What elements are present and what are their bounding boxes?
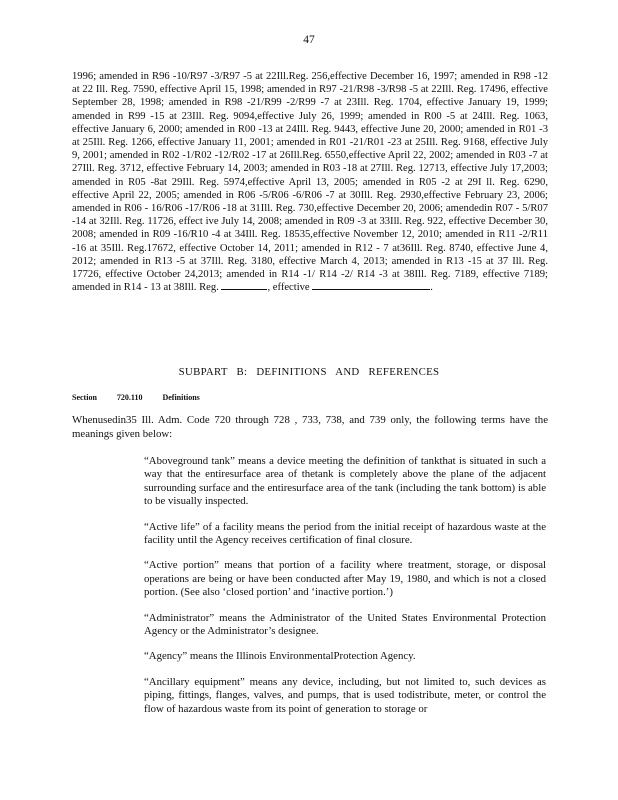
blank-line xyxy=(221,289,267,290)
section-number: 720.110 xyxy=(116,393,143,402)
definition-administrator: “Administrator” means the Administrator of the United States Environmental Protection Agency or the Administrator’s designee. xyxy=(144,611,546,638)
history-text: 1996; amended in R96 -10/R97 -3/R97 -5 at 22Ill.Reg. 256,effective December 16, 1997; amended in R98 -12 at 22 Ill. Reg. 7590, effective April 15, 1998; amended in R97 -21/R98 -3/R98 -5 at 22Ill. Reg. 17496, effective September 28, 1998; amended in R98 -21/R99 -2/R99 -7 at 23Ill. Reg. 1704, effective January 19, 1999; amended in R99 -15 at 23Ill. Reg. 9094,effective July 26, 1999; amended in R00 -5 at 24Ill. Reg. 1063, effective January 6, 2000; amended in R00 -13 at 24Ill. Reg. 9443, effective June 20, 2000; amended in R01 -3 at 25Ill. Reg. 1266, effective January 11, 2001; amended in R01 -21/R01 -23 at 25Ill. Reg. 9168, effective July 9, 2001; amended in R02 -1/R02 -12/R02 -17 at 26Ill.Reg. 6550,effective April 22, 2002; amended in R03 -7 at 27Ill. Reg. 3712, effective February 14, 2003; amended in R03 -18 at 27Ill. Reg. 12713, effective July 17,2003; amended in R05 -8at 29Ill. Reg. 5974,effective April 13, 2005; amended in R05 -2 at 29I ll. Reg. 6290, effective April 22, 2005; amended in R06 -5/R06 -6/R06 -7 at 30Ill. Reg. 2930,effective February 23, 2006; amended in R06 - 16/R06 -17/R06 -18 at 31Ill. Reg. 730,effective December 20, 2006; amendedin R07 - 5/R07 -14 at 32Ill. Reg. 11726, effect ive July 14, 2008; amended in R09 -3 at 33Ill. Reg. 922, effective December 30, 2008; amended in R09 -16/R10 -4 at 34Ill. Reg. 18535,effective November 12, 2010; amended in R11 -2/R11 -16 at 35Ill. Reg.17672, effective October 14, 2011; amended in R12 - 7 at36Ill. Reg. 8740, effective June 4, 2012; amended in R13 -5 at 37Ill. Reg. 3180, effective March 4, 2013; amended in R13 -15 at 37 Ill. Reg. 17726, effective October 24,2013; amended in R14 -1/ R14 -2/ R14 -3 at 38Ill. Reg. 7189, effective 7189; amended in R14 - 13 at 38Ill. Reg. xyxy=(72,71,548,294)
history-comma: , xyxy=(267,282,271,294)
subpart-heading: SUBPART B: DEFINITIONS AND REFERENCES xyxy=(178,366,440,378)
definition-agency: “Agency” means the Illinois EnvironmentalProtection Agency. xyxy=(144,650,416,663)
history-period: . xyxy=(430,282,433,294)
page-number: 47 xyxy=(303,34,315,46)
definition-active-life: “Active life” of a facility means the period from the initial receipt of hazardous waste at the facility until the Agency receives certification of final closure. xyxy=(144,520,546,547)
definitions-list xyxy=(144,455,546,728)
section-title: Definitions xyxy=(162,393,200,402)
definition-aboveground-tank: “Aboveground tank” means a device meeting the definition of tankthat is situated in such a way that the entiresurface area of thetank is completely above the plane of the adjacent surrounding surface and the entiresurface area of the tank (including the tank bottom) is able to be visually inspected. xyxy=(144,455,546,508)
section-heading xyxy=(72,393,218,402)
blank-line xyxy=(312,289,430,290)
intro-paragraph: Whenusedin35 Ill. Adm. Code 720 through 728 , 733, 738, and 739 only, the following terms have the meanings given below: xyxy=(72,414,548,440)
history-last-word: effective xyxy=(272,282,310,294)
section-label: Section xyxy=(72,393,97,402)
definition-active-portion: “Active portion” means that portion of a facility where treatment, storage, or disposal operations are being or have been conducted after May 19, 1980, and which is not a closed portion. (See also ‘closed portion’ and ‘inactive portion.’) xyxy=(144,559,546,599)
definition-ancillary-equipment: “Ancillary equipment” means any device, including, but not limited to, such devices as piping, fittings, flanges, valves, and pumps, that is used todistribute, meter, or control the flow of hazardous waste from its point of generation to storage or xyxy=(144,675,546,715)
source-history-note xyxy=(72,70,548,294)
